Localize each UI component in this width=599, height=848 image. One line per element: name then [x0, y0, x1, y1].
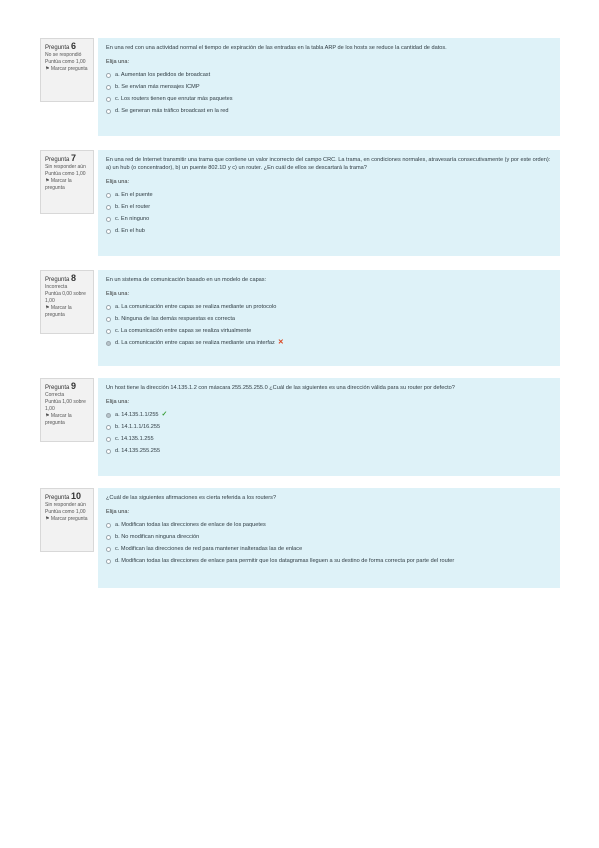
question-number: Pregunta 10 — [45, 491, 82, 501]
question-score: Puntúa 0,00 sobre 1,00 — [45, 291, 86, 304]
radio-button[interactable] — [106, 73, 111, 78]
answer-option-c[interactable]: c. Los routers tienen que enrutar más paquetes — [106, 93, 552, 105]
answer-option-b[interactable]: b. Ninguna de las demás respuestas es correcta — [106, 313, 552, 325]
radio-button[interactable] — [106, 535, 111, 540]
flag-icon: ⚑ — [45, 305, 50, 311]
incorrect-icon: ✕ — [277, 339, 284, 346]
radio-button-selected[interactable] — [106, 341, 111, 346]
question-score: Puntúa como 1,00 — [45, 171, 86, 177]
radio-button[interactable] — [106, 437, 111, 442]
question-text: Un host tiene la dirección 14.135.1.2 con máscara 255.255.255.0 ¿Cuál de las siguientes es una dirección válida para su router por defecto? — [106, 385, 455, 391]
question-score: Puntúa como 1,00 — [45, 509, 86, 515]
answer-option-a[interactable]: a. 14.135.1.1/255 ✓ — [106, 409, 552, 421]
question-info — [40, 488, 94, 552]
correct-icon: ✓ — [161, 411, 168, 418]
radio-button[interactable] — [106, 193, 111, 198]
answer-option-d[interactable]: d. La comunicación entre capas se realiza mediante una interfaz ✕ — [106, 337, 552, 349]
flag-question-link[interactable]: ⚑ Marcar la pregunta — [45, 178, 72, 191]
radio-button-selected[interactable] — [106, 413, 111, 418]
radio-button[interactable] — [106, 109, 111, 114]
question-number: Pregunta 9 — [45, 381, 77, 391]
answer-option-d[interactable]: d. En el hub — [106, 225, 552, 237]
question-text: En un sistema de comunicación basado en un modelo de capas: — [106, 277, 267, 283]
answer-option-a[interactable]: a. En el puente — [106, 189, 552, 201]
flag-icon: ⚑ — [45, 178, 50, 184]
radio-button[interactable] — [106, 229, 111, 234]
radio-button[interactable] — [106, 425, 111, 430]
question-status: Correcta — [45, 392, 65, 398]
question-status: No se respondió — [45, 52, 82, 58]
question-number: Pregunta 7 — [45, 153, 77, 163]
flag-icon: ⚑ — [45, 516, 50, 522]
answer-option-d[interactable]: d. Se generan más tráfico broadcast en la red — [106, 105, 552, 117]
answer-option-c[interactable]: c. La comunicación entre capas se realiza virtualmente — [106, 325, 552, 337]
question-status: Sin responder aún — [45, 502, 86, 508]
question-8 — [40, 270, 560, 366]
radio-button[interactable] — [106, 523, 111, 528]
question-content — [98, 150, 560, 256]
radio-button[interactable] — [106, 217, 111, 222]
answer-option-d[interactable]: d. 14.135.255.255 — [106, 445, 552, 457]
flag-question-link[interactable]: ⚑ Marcar la pregunta — [45, 305, 72, 318]
question-10 — [40, 488, 560, 588]
radio-button[interactable] — [106, 85, 111, 90]
flag-icon: ⚑ — [45, 413, 50, 419]
answer-prompt: Elija una: — [106, 509, 130, 515]
answer-option-b[interactable]: b. 14.1.1.1/16.255 — [106, 421, 552, 433]
question-info — [40, 270, 94, 334]
answer-option-b[interactable]: b. Se envían más mensajes ICMP — [106, 81, 552, 93]
radio-button[interactable] — [106, 97, 111, 102]
question-info — [40, 150, 94, 214]
answer-option-a[interactable]: a. Modifican todas las direcciones de enlace de los paquetes — [106, 519, 552, 531]
flag-icon: ⚑ — [45, 66, 50, 72]
answer-prompt: Elija una: — [106, 291, 130, 297]
answer-option-b[interactable]: b. No modifican ninguna dirección — [106, 531, 552, 543]
answer-option-a[interactable]: a. Aumentan los pedidos de broadcast — [106, 69, 552, 81]
radio-button[interactable] — [106, 205, 111, 210]
question-content — [98, 38, 560, 136]
question-9 — [40, 378, 560, 476]
radio-button[interactable] — [106, 449, 111, 454]
question-content — [98, 378, 560, 476]
answer-option-c[interactable]: c. 14.135.1.255 — [106, 433, 552, 445]
question-content — [98, 270, 560, 366]
radio-button[interactable] — [106, 547, 111, 552]
flag-question-link[interactable]: ⚑ Marcar pregunta — [45, 516, 88, 522]
radio-button[interactable] — [106, 559, 111, 564]
radio-button[interactable] — [106, 317, 111, 322]
question-score: Puntúa como 1,00 — [45, 59, 86, 65]
answer-option-a[interactable]: a. La comunicación entre capas se realiza mediante un protocolo — [106, 301, 552, 313]
question-text: ¿Cuál de las siguientes afirmaciones es cierta referida a los routers? — [106, 495, 277, 501]
answer-option-b[interactable]: b. En el router — [106, 201, 552, 213]
question-6 — [40, 38, 560, 136]
flag-question-link[interactable]: ⚑ Marcar la pregunta — [45, 413, 72, 426]
question-7 — [40, 150, 560, 256]
answer-option-c[interactable]: c. Modifican las direcciones de red para mantener inalteradas las de enlace — [106, 543, 552, 555]
radio-button[interactable] — [106, 305, 111, 310]
question-info — [40, 378, 94, 442]
question-status: Incorrecta — [45, 284, 68, 290]
question-number: Pregunta 8 — [45, 273, 77, 283]
question-number: Pregunta 6 — [45, 41, 77, 51]
question-status: Sin responder aún — [45, 164, 86, 170]
flag-question-link[interactable]: ⚑ Marcar pregunta — [45, 66, 88, 72]
question-text: En una red con una actividad normal el tiempo de expiración de las entradas en la tabla ARP de los hosts se reduce la cantidad de datos. — [106, 45, 447, 51]
answer-prompt: Elija una: — [106, 179, 130, 185]
question-info — [40, 38, 94, 102]
question-score: Puntúa 1,00 sobre 1,00 — [45, 399, 86, 412]
answer-option-d[interactable]: d. Modifican todas las direcciones de enlace para permitir que los datagramas lleguen a su destino de forma correcta por parte del router — [106, 555, 552, 567]
question-content — [98, 488, 560, 588]
question-text: En una red de Internet transmitir una trama que contiene un valor incorrecto del campo CRC. La trama, en condiciones normales, atravesaría consecutivamente (y por este orden): a) un hub (o concentrador), b) un puente 802.1D y c) un router. ¿En cuál de ellos se descartará la trama? — [106, 157, 551, 171]
radio-button[interactable] — [106, 329, 111, 334]
answer-prompt: Elija una: — [106, 399, 130, 405]
answer-prompt: Elija una: — [106, 59, 130, 65]
answer-option-c[interactable]: c. En ninguno — [106, 213, 552, 225]
